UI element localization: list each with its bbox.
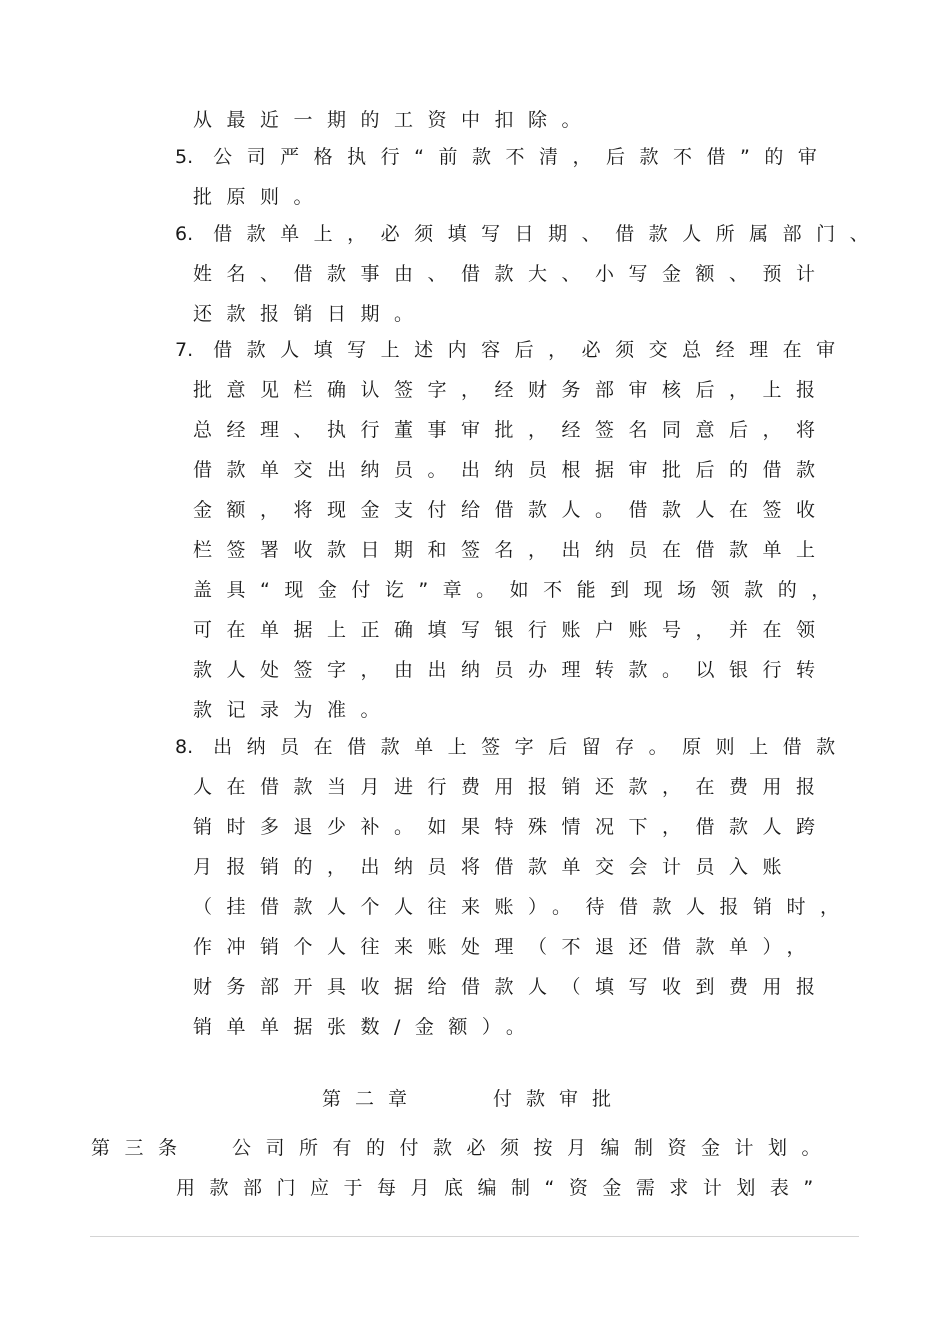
list-item-7-continuation: 金额，将现金支付给借款人。借款人在签收 <box>193 499 830 521</box>
list-item-7-continuation: 盖具“现金付讫”章。如不能到现场领款的， <box>193 579 845 601</box>
list-number: 5. <box>175 146 194 168</box>
paragraph-line: 从最近一期的工资中扣除。 <box>193 109 596 131</box>
list-number: 7. <box>175 339 194 361</box>
list-item-7 <box>175 338 850 362</box>
list-item-text: 出纳员在借款单上签字后留存。原则上借款 <box>213 736 850 758</box>
list-item-8-continuation: 人在借款当月进行费用报销还款，在费用报 <box>193 776 830 798</box>
list-number: 6. <box>175 223 194 245</box>
list-item-6-continuation: 姓名、借款事由、借款大、小写金额、预计 <box>193 263 830 285</box>
list-item-5 <box>175 145 831 169</box>
list-item-text: 借款人填写上述内容后，必须交总经理在审 <box>213 339 850 361</box>
article-label: 第三条 <box>91 1137 192 1159</box>
list-item-7-continuation: 可在单据上正确填写银行账户账号，并在领 <box>193 619 830 641</box>
list-item-8-continuation: 销单单据张数/金额）。 <box>193 1016 540 1038</box>
list-item-6 <box>175 222 883 246</box>
list-item-7-continuation: 栏签署收款日期和签名，出纳员在借款单上 <box>193 539 830 561</box>
list-item-8-continuation: （挂借款人个人往来账）。待借款人报销时， <box>193 896 854 918</box>
list-item-text: 借款单上，必须填写日期、借款人所属部门、 <box>213 223 884 245</box>
chapter-title: 付款审批 <box>493 1088 626 1110</box>
list-item-8-continuation: 作冲销个人往来账处理（不退还借款单）， <box>193 936 821 958</box>
footer-divider <box>90 1236 859 1237</box>
list-item-7-continuation: 总经理、执行董事审批，经签名同意后，将 <box>193 419 830 441</box>
chapter-number: 第二章 <box>322 1088 422 1110</box>
list-item-5-continuation: 批原则。 <box>193 186 328 208</box>
list-item-6-continuation: 还款报销日期。 <box>193 303 428 325</box>
list-item-7-continuation: 款记录为准。 <box>193 699 395 721</box>
article-text: 公司所有的付款必须按月编制资金计划。 <box>232 1137 836 1159</box>
article-text-continuation: 用款部门应于每月底编制“资金需求计划表” <box>176 1177 828 1199</box>
list-item-text: 公司严格执行“前款不清，后款不借”的审 <box>213 146 832 168</box>
list-item-8 <box>175 735 850 759</box>
list-item-8-continuation: 销时多退少补。如果特殊情况下，借款人跨 <box>193 816 830 838</box>
list-item-7-continuation: 批意见栏确认签字，经财务部审核后，上报 <box>193 379 830 401</box>
list-item-7-continuation: 款人处签字，由出纳员办理转款。以银行转 <box>193 659 830 681</box>
list-item-8-continuation: 月报销的，出纳员将借款单交会计员入账 <box>193 856 797 878</box>
list-item-7-continuation: 借款单交出纳员。出纳员根据审批后的借款 <box>193 459 830 481</box>
list-number: 8. <box>175 736 194 758</box>
list-item-8-continuation: 财务部开具收据给借款人（填写收到费用报 <box>193 976 830 998</box>
